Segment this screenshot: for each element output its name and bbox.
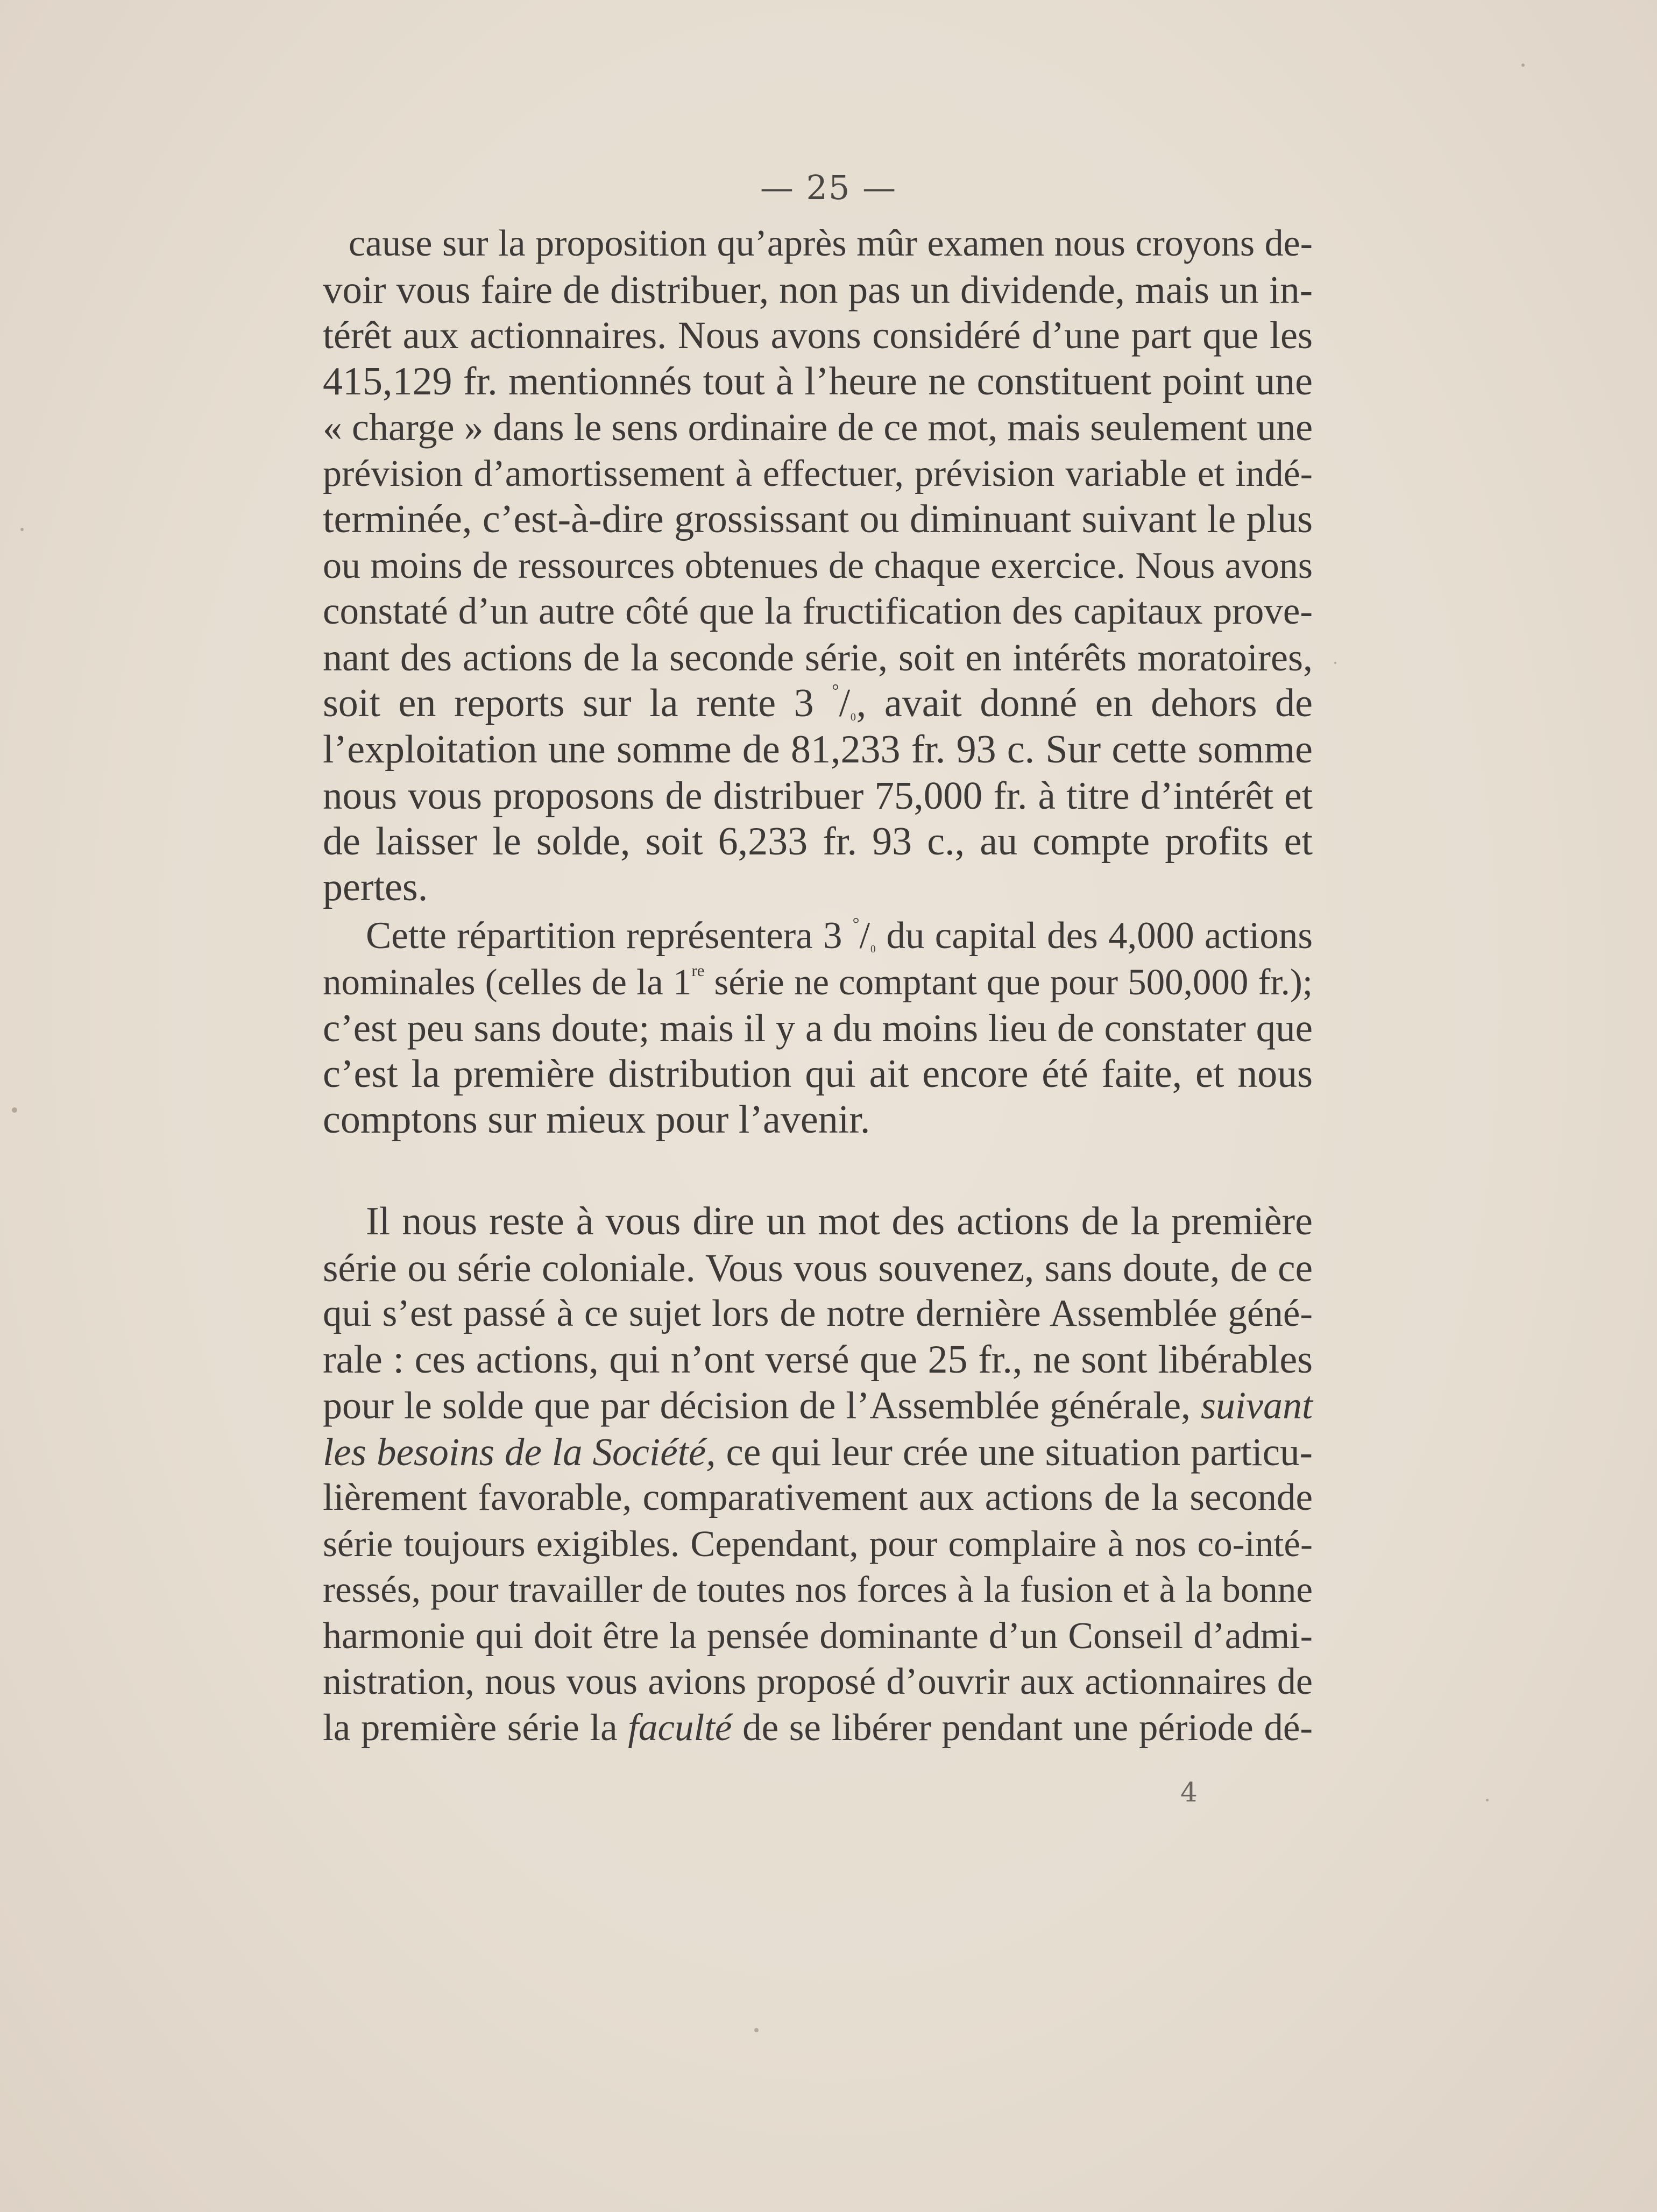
text-line: rale : ces actions, qui n’ont versé que 25 fr., ne sont libérables xyxy=(323,1337,1313,1382)
italic-emphasis: suivant xyxy=(1201,1384,1313,1427)
text-segment: la première série la xyxy=(323,1706,628,1749)
text-line xyxy=(323,1429,1313,1475)
text-line: qui s’est passé à ce sujet lors de notre dernière Assemblée géné- xyxy=(323,1292,1313,1334)
text-line xyxy=(323,1705,1313,1751)
text-line: nant des actions de la seconde série, soit en intérêts moratoires, xyxy=(323,635,1313,679)
text-line: 415,129 fr. mentionnés tout à l’heure ne constituent point une xyxy=(323,359,1313,404)
percent-sign: $^\circ/_{_0}$ xyxy=(852,914,876,957)
paper-speck xyxy=(12,1107,17,1113)
text-line: harmonie qui doit être la pensée dominante d’un Conseil d’admi- xyxy=(323,1615,1313,1657)
text-line: voir vous faire de distribuer, non pas un dividende, mais un in- xyxy=(323,267,1313,312)
text-line: constaté d’un autre côté que la fructification des capitaux prove- xyxy=(323,590,1313,632)
paper-speck xyxy=(1334,662,1336,664)
signature-mark: 4 xyxy=(1180,1777,1198,1808)
text-line: série ou série coloniale. Vous vous souvenez, sans doute, de ce xyxy=(323,1246,1313,1290)
text-line: lièrement favorable, comparativement aux actions de la seconde xyxy=(323,1476,1313,1518)
text-line: comptons sur mieux pour l’avenir. xyxy=(323,1098,870,1142)
paragraph-interest-proposal xyxy=(323,221,1313,911)
text-line: térêt aux actionnaires. Nous avons considéré d’une part que les xyxy=(323,314,1313,357)
text-line: prévision d’amortissement à effectuer, prévision variable et indé- xyxy=(323,453,1313,494)
text-line: terminée, c’est-à-dire grossissant ou diminuant suivant le plus xyxy=(323,497,1313,541)
text-segment: nominales (celles de la 1 xyxy=(323,961,692,1002)
text-segment: pour le solde que par décision de l’Assemblée générale, xyxy=(323,1384,1201,1427)
text-line: nous vous proposons de distribuer 75,000 fr. à titre d’intérêt et xyxy=(323,774,1313,817)
text-segment: soit en reports sur la rente 3 xyxy=(323,681,832,725)
text-line xyxy=(323,913,1313,959)
text-line xyxy=(323,681,1313,727)
text-line: c’est la première distribution qui ait encore été faite, et nous xyxy=(323,1051,1313,1096)
text-line: cause sur la proposition qu’après mûr examen nous croyons de- xyxy=(349,223,1313,264)
page-number: — 25 — xyxy=(760,168,897,207)
paper-speck xyxy=(1521,63,1525,67)
text-line: série toujours exigibles. Cependant, pour complaire à nos co-inté- xyxy=(323,1523,1313,1564)
text-line: c’est peu sans doute; mais il y a du moins lieu de constater que xyxy=(323,1006,1313,1050)
text-segment: ce qui leur crée une situation particu- xyxy=(716,1430,1313,1474)
text-line: nistration, nous vous avions proposé d’ouvrir aux actionnaires de xyxy=(323,1661,1313,1702)
paper-speck xyxy=(754,2028,759,2032)
italic-emphasis: les besoins de la Société, xyxy=(323,1430,716,1474)
text-line: de laisser le solde, soit 6,233 fr. 93 c., au compte profits et xyxy=(323,819,1313,864)
text-line: l’exploitation une somme de 81,233 fr. 93 c. Sur cette somme xyxy=(323,727,1313,772)
text-line: ressés, pour travailler de toutes nos forces à la fusion et à la bonne xyxy=(323,1569,1313,1610)
text-line: Il nous reste à vous dire un mot des actions de la première xyxy=(366,1199,1313,1243)
text-segment: Cette répartition représentera 3 xyxy=(366,915,853,957)
percent-sign: $^\circ/_{_0}$, xyxy=(832,681,867,725)
superscript: re xyxy=(691,960,705,980)
text-segment: avait donné en dehors de xyxy=(866,681,1313,725)
text-line: « charge » dans le sens ordinaire de ce mot, mais seulement une xyxy=(323,406,1313,449)
paper-speck xyxy=(20,528,24,531)
text-line: ou moins de ressources obtenues de chaque exercice. Nous avons xyxy=(323,545,1313,586)
text-line: pertes. xyxy=(323,865,428,909)
paragraph-distribution xyxy=(323,913,1313,1143)
paragraph-first-series-shares xyxy=(323,1199,1313,1751)
paper-speck xyxy=(1486,1799,1489,1801)
text-line xyxy=(323,1383,1313,1429)
text-segment: de se libérer pendant une période dé- xyxy=(732,1706,1313,1749)
italic-emphasis: faculté xyxy=(628,1706,732,1749)
text-line xyxy=(323,959,1313,1006)
text-segment: du capital des 4,000 actions xyxy=(876,915,1313,957)
text-segment: série ne comptant que pour 500,000 fr.); xyxy=(704,961,1313,1002)
